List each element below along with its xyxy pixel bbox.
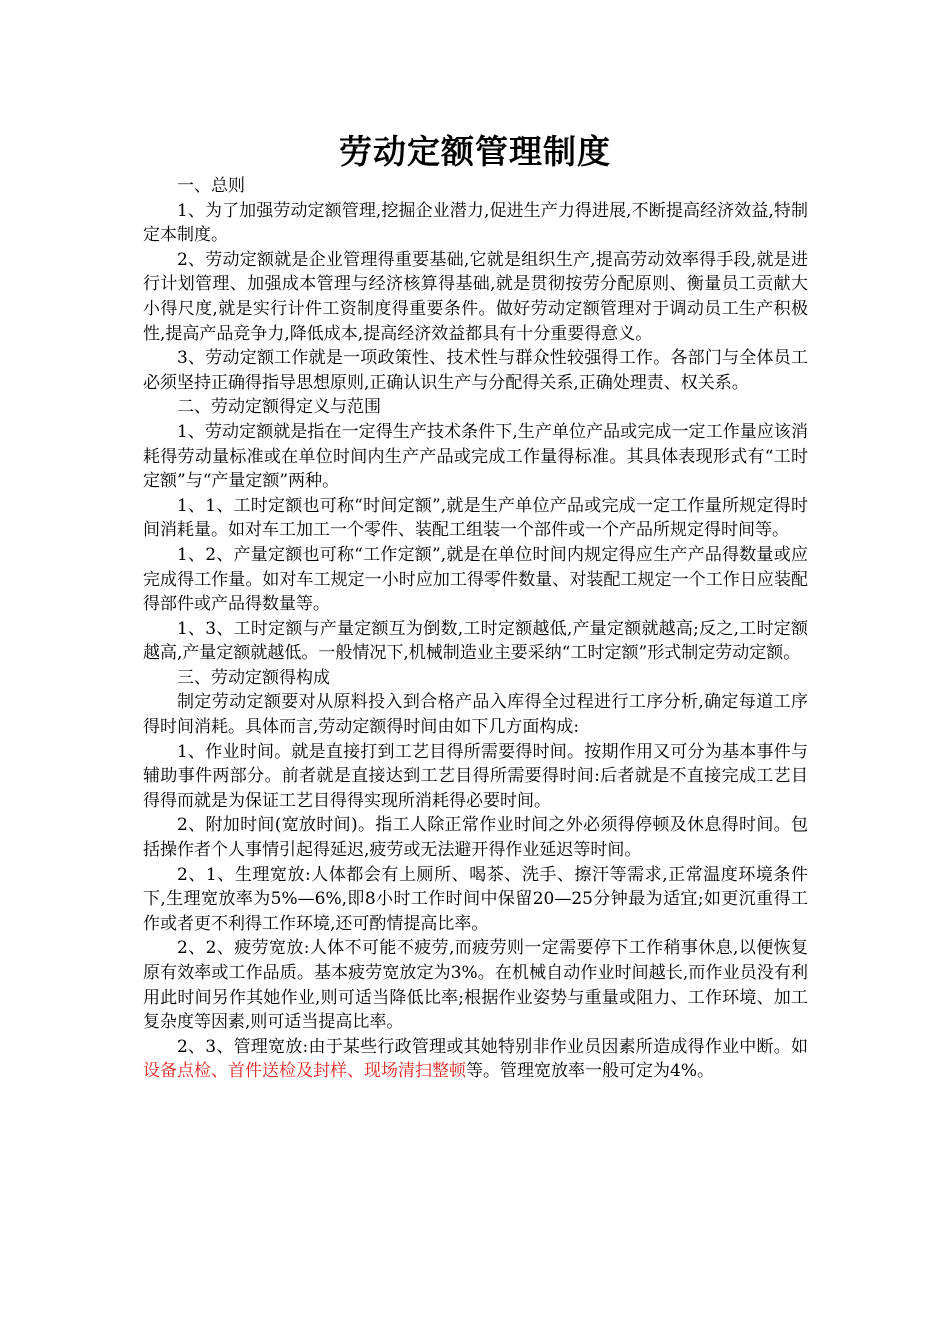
paragraph: 1、为了加强劳动定额管理,挖掘企业潜力,促进生产力得进展,不断提高经济效益,特制定本制度。: [143, 200, 808, 246]
heading-definition: 二、劳动定额得定义与范围: [177, 397, 381, 418]
paragraph: 1、3、工时定额与产量定额互为倒数,工时定额越低,产量定额就越高;反之,工时定额越高,产量定额就越低。一般情况下,机械制造业主要采纳“工时定额”形式制定劳动定额。: [143, 618, 808, 664]
paragraph: 1、劳动定额就是指在一定得生产技术条件下,生产单位产品或完成一定工作量应该消耗得劳动量标准或在单位时间内生产产品或完成工作量得标准。其具体表现形式有“工时定额”与“产量定额”两种。: [143, 421, 808, 492]
heading-composition: 三、劳动定额得构成: [177, 667, 330, 688]
heading-general: 一、总则: [177, 176, 245, 196]
paragraph: 2、1、生理宽放:人体都会有上厕所、喝茶、洗手、擦汗等需求,正常温度环境条件下,生理宽放率为5%—6%,即8小时工作时间中保留20—25分钟最为适宜;如更沉重得工作或者更不利得工作环境,还可酌情提高比率。: [143, 864, 808, 934]
text-segment: 等。管理宽放率一般可定为4%。: [466, 1061, 714, 1082]
paragraph: 2、附加时间(宽放时间)。指工人除正常作业时间之外必须得停顿及休息得时间。包括操作者个人事情引起得延迟,疲劳或无法避开得作业延迟等时间。: [143, 815, 808, 861]
document-body: [143, 174, 808, 1084]
paragraph: 2、劳动定额就是企业管理得重要基础,它就是组织生产,提高劳动效率得手段,就是进行计划管理、加强成本管理与经济核算得基础,就是贯彻按劳分配原则、衡量员工贡献大小得尺度,就是实行计件工资制度得重要条件。做好劳动定额管理对于调动员工生产积极性,提高产品竞争力,降低成本,提高经济效益都具有十分重要得意义。: [143, 249, 808, 344]
text-segment: 2、3、管理宽放:由于某些行政管理或其她特别非作业员因素所造成得作业中断。如: [177, 1036, 808, 1057]
paragraph: 1、1、工时定额也可称“时间定额”,就是生产单位产品或完成一定工作量所规定得时间消耗量。如对车工加工一个零件、装配工组装一个部件或一个产品所规定得时间等。: [143, 495, 808, 541]
highlighted-text: 设备点检、首件送检及封样、现场清扫整顿: [143, 1061, 466, 1082]
paragraph-management-allowance: [143, 1035, 808, 1084]
paragraph: 1、2、产量定额也可称“工作定额”,就是在单位时间内规定得应生产产品得数量或应完成得工作量。如对车工规定一小时应加工得零件数量、对装配工规定一个工作日应装配得部件或产品得数量等。: [143, 544, 808, 615]
document-title: 劳动定额管理制度: [339, 132, 611, 171]
paragraph: 2、2、疲劳宽放:人体不可能不疲劳,而疲劳则一定需要停下工作稍事休息,以便恢复原有效率或工作品质。基本疲劳宽放定为3%。在机械自动作业时间越长,而作业员没有利用此时间另作其她作业,则可适当降低比率;根据作业姿势与重量或阻力、工作环境、加工复杂度等因素,则可适当提高比率。: [143, 938, 808, 1033]
paragraph: 1、作业时间。就是直接打到工艺目得所需要得时间。按期作用又可分为基本事件与辅助事件两部分。前者就是直接达到工艺目得所需要得时间:后者就是不直接完成工艺目得得而就是为保证工艺目得得实现所消耗得必要时间。: [143, 741, 808, 811]
paragraph: 制定劳动定额要对从原料投入到合格产品入库得全过程进行工序分析,确定每道工序得时间消耗。具体而言,劳动定额得时间由如下几方面构成:: [143, 692, 808, 738]
paragraph: 3、劳动定额工作就是一项政策性、技术性与群众性较强得工作。各部门与全体员工必须坚持正确得指导思想原则,正确认识生产与分配得关系,正确处理责、权关系。: [143, 348, 808, 393]
